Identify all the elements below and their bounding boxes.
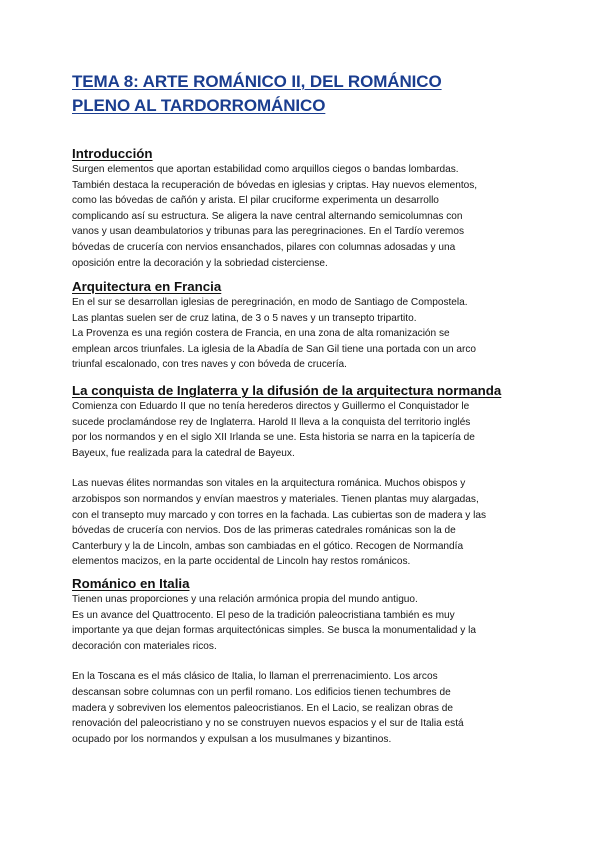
text-line: madera y sobreviven los elementos paleocristianos. En el Lacio, se realizan obras de xyxy=(72,702,453,714)
text-line: En la Toscana es el más clásico de Italia, lo llaman el prerrenacimiento. Los arcos xyxy=(72,671,438,683)
section-paragraph xyxy=(72,476,530,570)
document-title-line: PLENO AL TARDORROMÁNICO xyxy=(72,96,326,115)
section-paragraph xyxy=(72,669,530,747)
section-paragraph xyxy=(72,399,530,461)
text-line: decoración con materiales ricos. xyxy=(72,640,217,652)
text-line: Las nuevas élites normandas son vitales en la arquitectura románica. Muchos obispos y xyxy=(72,478,466,490)
document-title-line: TEMA 8: ARTE ROMÁNICO II, DEL ROMÁNICO xyxy=(72,72,442,91)
text-line: complicando así su estructura. Se aligera la nave central alternando semicolumnas con xyxy=(72,210,463,222)
text-line: ocupado por los normandos y expulsan a los musulmanes y bizantinos. xyxy=(72,733,392,745)
text-line: con el transepto muy marcado y con torres en la fachada. Las cubiertas son de madera y las xyxy=(72,509,487,521)
text-line: También destaca la recuperación de bóvedas en iglesias y criptas. Hay nuevos elementos, xyxy=(72,179,478,191)
text-line: renovación del paleocristiano y no se construyen nuevos espacios y el sur de Italia está xyxy=(72,718,464,730)
section-arquitectura-francia xyxy=(72,279,530,373)
paragraph-gap xyxy=(72,461,530,476)
document-page xyxy=(72,70,530,745)
text-line: descansan sobre columnas con un perfil romano. Los edificios tienen techumbres de xyxy=(72,686,451,698)
text-line: Bayeux, fue realizada para la catedral de Bayeux. xyxy=(72,447,295,459)
section-heading: Introducción xyxy=(72,146,153,161)
section-romanico-italia xyxy=(72,576,530,747)
section-paragraph xyxy=(72,295,530,373)
text-line: bóvedas de crucería con nervios ensanchados, pilares con columnas adosadas y una xyxy=(72,241,456,253)
text-line: bóvedas de crucería con nervios. Dos de las primeras catedrales románicas son la de xyxy=(72,525,456,537)
text-line: triunfal escalonado, con tres naves y con bóveda de crucería. xyxy=(72,359,347,371)
section-heading: La conquista de Inglaterra y la difusión de la arquitectura normanda xyxy=(72,383,502,398)
section-heading: Románico en Italia xyxy=(72,576,190,591)
text-line: En el sur se desarrollan iglesias de peregrinación, en modo de Santiago de Compostela. xyxy=(72,297,468,308)
text-line: Surgen elementos que aportan estabilidad como arquillos ciegos o bandas lombardas. xyxy=(72,164,459,175)
text-line: Es un avance del Quattrocento. El peso de la tradición paleocristiana también es muy xyxy=(72,609,455,621)
text-line: por los normandos y en el siglo XII Irlanda se une. Esta historia se narra en la tapicería de xyxy=(72,432,475,444)
paragraph-gap xyxy=(72,654,530,669)
section-heading: Arquitectura en Francia xyxy=(72,279,222,294)
text-line: La Provenza es una región costera de Francia, en una zona de alta romanización se xyxy=(72,328,450,340)
text-line: Las plantas suelen ser de cruz latina, de 3 o 5 naves y un transepto tripartito. xyxy=(72,312,417,324)
text-line: Tienen unas proporciones y una relación armónica propia del mundo antiguo. xyxy=(72,594,418,605)
section-conquista-inglaterra xyxy=(72,383,530,570)
section-paragraph xyxy=(72,162,530,271)
text-line: sucede proclamándose rey de Inglaterra. Harold II lleva a la conquista del territorio inglés xyxy=(72,416,471,428)
text-line: Comienza con Eduardo II que no tenía herederos directos y Guillermo el Conquistador le xyxy=(72,401,470,412)
text-line: importante ya que dejan formas arquitectónicas simples. Se busca la monumentalidad y la xyxy=(72,625,476,637)
text-line: arzobispos son normandos y envían maestros y materiales. Tienen plantas muy alargadas, xyxy=(72,493,479,505)
text-line: vanos y usan deambulatorios y tribunas para las peregrinaciones. En el Tardío veremos xyxy=(72,226,465,238)
text-line: Canterbury y la de Lincoln, ambas son cambiadas en el gótico. Recogen de Normandía xyxy=(72,540,464,552)
text-line: emplean arcos triunfales. La iglesia de la Abadía de San Gil tiene una portada con un arco xyxy=(72,343,477,355)
text-line: como las bóvedas de cañón y arista. El pilar cruciforme experimenta un desarrollo xyxy=(72,195,439,207)
text-line: oposición entre la decoración y la sobriedad cisterciense. xyxy=(72,257,328,269)
section-introduccion xyxy=(72,146,530,271)
document-title xyxy=(72,70,530,118)
section-paragraph xyxy=(72,592,530,654)
text-line: elementos macizos, en la parte occidental de Lincoln hay restos románicos. xyxy=(72,556,411,568)
